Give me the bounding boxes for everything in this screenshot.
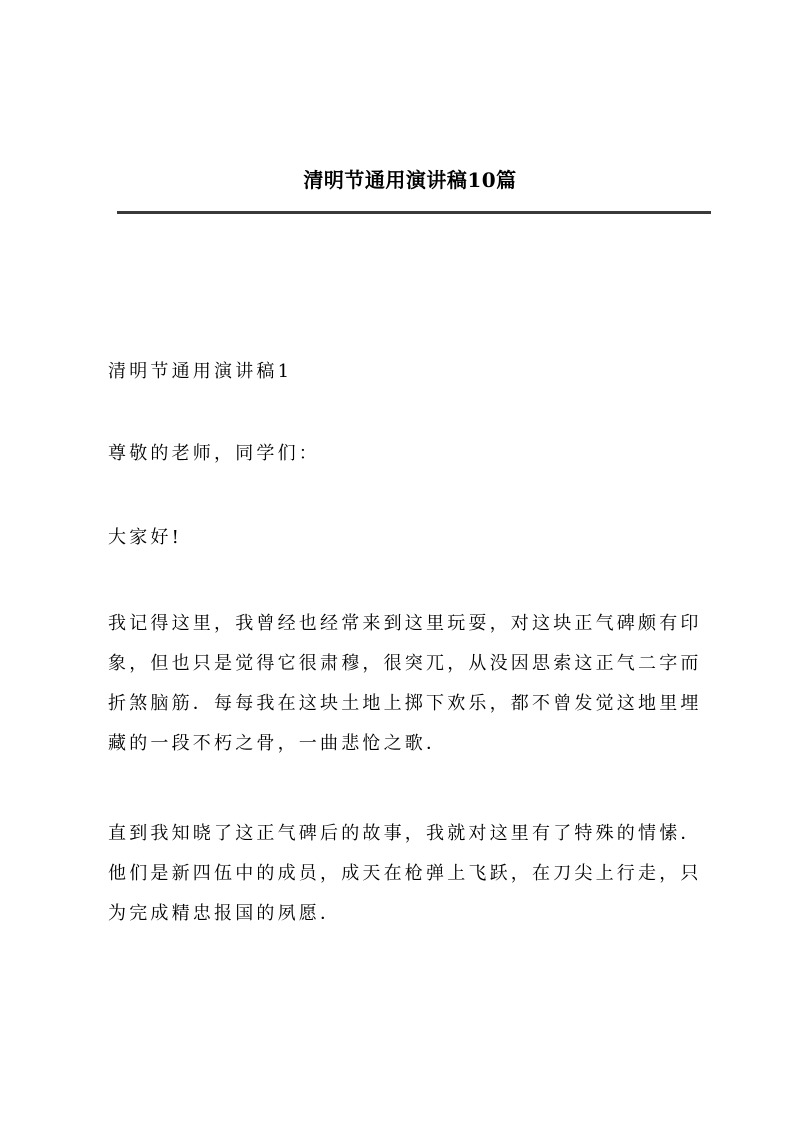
document-title: 清明节通用演讲稿10篇	[303, 168, 517, 192]
body-paragraph: 我记得这里，我曾经也经常来到这里玩耍，对这块正气碑颇有印象，但也只是觉得它很肃穆，很突兀，从没因思索这正气二字而折煞脑筋．每每我在这块土地上掷下欢乐，都不曾发觉这地里埋藏的一段不朽之骨，一曲悲怆之歌．	[108, 613, 702, 754]
salutation: 尊敬的老师，同学们：	[108, 443, 320, 464]
section-heading: 清明节通用演讲稿1	[108, 361, 293, 382]
greeting: 大家好!	[108, 527, 183, 548]
body-paragraph: 直到我知晓了这正气碑后的故事，我就对这里有了特殊的情愫．他们是新四伍中的成员，成天在枪弹上飞跃，在刀尖上行走，只为完成精忠报国的夙愿．	[108, 823, 702, 924]
title-underline	[117, 211, 711, 214]
